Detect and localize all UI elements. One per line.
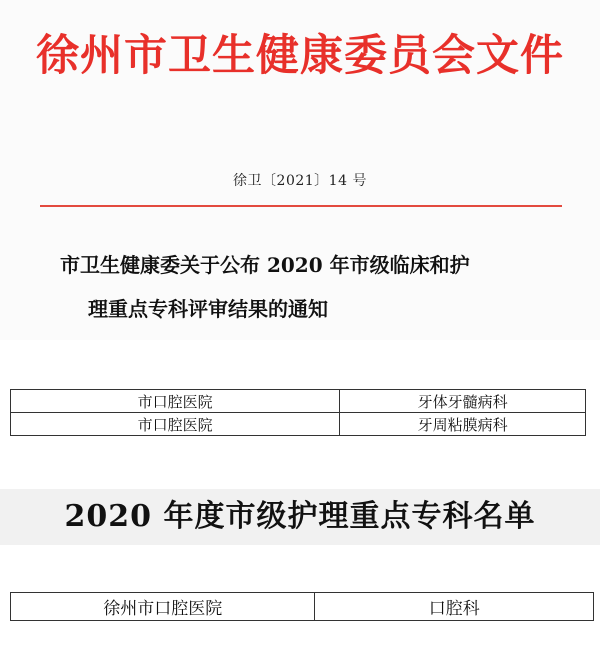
hospital-cell: 市口腔医院	[11, 390, 340, 413]
table-row	[11, 593, 594, 621]
notice-title	[60, 243, 580, 331]
red-divider-line	[40, 205, 562, 207]
table-row	[11, 413, 586, 436]
nursing-specialty-table	[10, 592, 594, 621]
specialty-cell: 牙体牙髓病科	[340, 390, 586, 413]
document-number: 徐卫〔2021〕14 号	[233, 173, 367, 189]
clinical-specialty-table	[10, 389, 586, 436]
specialty-cell: 牙周粘膜病科	[340, 413, 586, 436]
notice-title-line-2: 理重点专科评审结果的通知	[88, 297, 328, 321]
notice-title-line-1: 市卫生健康委关于公布 2020 年市级临床和护	[60, 253, 470, 277]
agency-title: 徐州市卫生健康委员会文件	[36, 31, 564, 81]
hospital-cell: 市口腔医院	[11, 413, 340, 436]
specialty-cell: 口腔科	[315, 593, 594, 621]
hospital-cell: 徐州市口腔医院	[11, 593, 315, 621]
nursing-list-title: 2020 年度市级护理重点专科名单	[64, 499, 536, 534]
table-row	[11, 390, 586, 413]
